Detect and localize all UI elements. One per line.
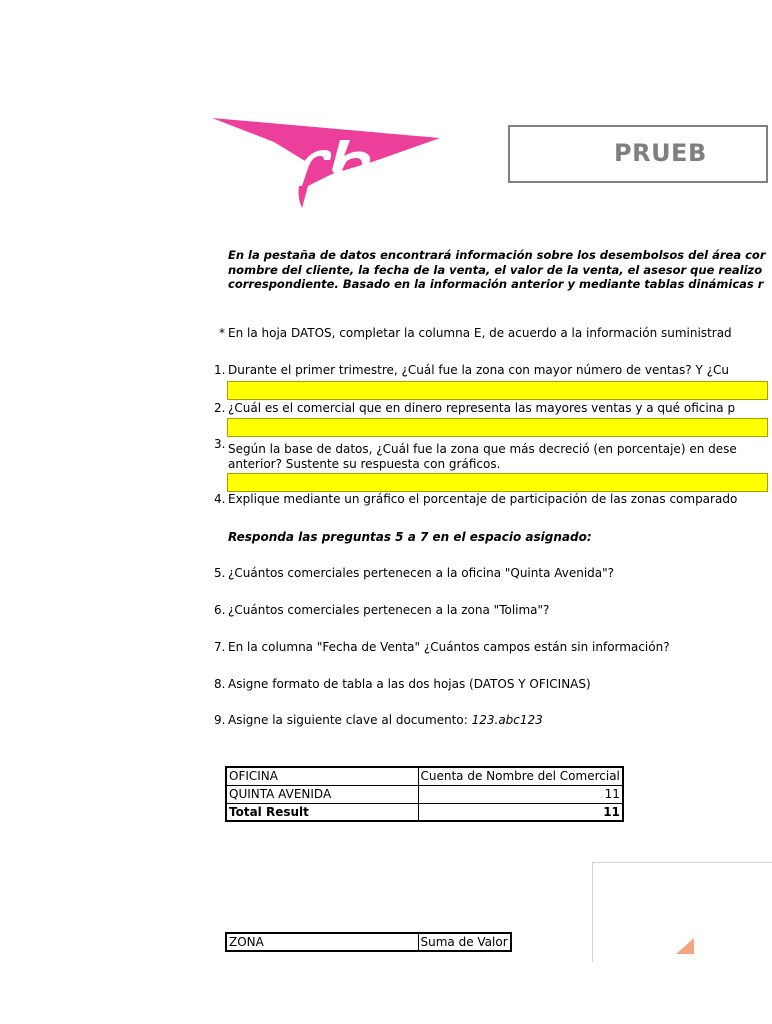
chart-fragment bbox=[676, 938, 694, 954]
pivot-header-count[interactable]: Cuenta de Nombre del Comercial bbox=[418, 767, 623, 785]
pivot-header-zona[interactable]: ZONA bbox=[226, 933, 418, 951]
pivot-cell-oficina[interactable]: QUINTA AVENIDA bbox=[226, 785, 418, 803]
intro-line-3: correspondiente. Basado en la información anterior y mediante tablas dinámicas r bbox=[228, 277, 764, 291]
question-8-number: 8. bbox=[214, 677, 226, 691]
question-3-number: 3. bbox=[214, 437, 226, 451]
note-marker: * bbox=[219, 326, 225, 340]
intro-line-2: nombre del cliente, la fecha de la venta, el valor de la venta, el asesor que realizo bbox=[228, 263, 763, 277]
question-5-number: 5. bbox=[214, 566, 226, 580]
page-title: PRUEB bbox=[614, 139, 707, 167]
question-9-line bbox=[228, 713, 543, 727]
table-row bbox=[226, 785, 623, 803]
pivot-header-oficina[interactable]: OFICINA bbox=[226, 767, 418, 785]
question-9-number: 9. bbox=[214, 713, 226, 727]
pivot-table-oficina bbox=[225, 766, 624, 822]
answer-cell-2[interactable] bbox=[227, 418, 768, 437]
answer-cell-3[interactable] bbox=[227, 473, 768, 492]
table-row bbox=[226, 933, 511, 951]
question-5-text: ¿Cuántos comerciales pertenecen a la oficina "Quinta Avenida"? bbox=[228, 566, 615, 580]
pivot-total-value[interactable]: 11 bbox=[418, 803, 623, 821]
question-6-number: 6. bbox=[214, 603, 226, 617]
question-6-text: ¿Cuántos comerciales pertenecen a la zona "Tolima"? bbox=[228, 603, 550, 617]
question-2-text: ¿Cuál es el comercial que en dinero representa las mayores ventas y a qué oficina p bbox=[228, 401, 736, 415]
question-9-text: Asigne la siguiente clave al documento: bbox=[228, 713, 472, 727]
question-8-text: Asigne formato de tabla a las dos hojas (DATOS Y OFICINAS) bbox=[228, 677, 591, 691]
answer-cell-1[interactable] bbox=[227, 381, 768, 400]
title-box bbox=[508, 125, 768, 183]
question-7-text: En la columna "Fecha de Venta" ¿Cuántos campos están sin información? bbox=[228, 640, 670, 654]
question-3-text: Según la base de datos, ¿Cuál fue la zona que más decreció (en porcentaje) en dese bbox=[228, 442, 737, 456]
password-value: 123.abc123 bbox=[471, 713, 543, 727]
answer-instructions: Responda las preguntas 5 a 7 en el espacio asignado: bbox=[228, 530, 592, 544]
question-7-number: 7. bbox=[214, 640, 226, 654]
question-4-text: Explique mediante un gráfico el porcentaje de participación de las zonas comparado bbox=[228, 492, 738, 506]
table-row bbox=[226, 767, 623, 785]
table-row bbox=[226, 803, 623, 821]
pivot-header-sum[interactable]: Suma de Valor bbox=[418, 933, 511, 951]
rb-logo bbox=[212, 116, 442, 210]
question-3-text-line-2: anterior? Sustente su respuesta con gráficos. bbox=[228, 457, 501, 471]
pivot-table-zona bbox=[225, 932, 512, 952]
question-1-text: Durante el primer trimestre, ¿Cuál fue la zona con mayor número de ventas? Y ¿Cu bbox=[228, 363, 729, 377]
question-2-number: 2. bbox=[214, 401, 226, 415]
pivot-cell-count[interactable]: 11 bbox=[418, 785, 623, 803]
note-text: En la hoja DATOS, completar la columna E, de acuerdo a la información suministrad bbox=[228, 326, 732, 340]
intro-line-1: En la pestaña de datos encontrará información sobre los desembolsos del área cor bbox=[228, 248, 766, 262]
question-4-number: 4. bbox=[214, 492, 226, 506]
pivot-total-label[interactable]: Total Result bbox=[226, 803, 418, 821]
question-1-number: 1. bbox=[214, 363, 226, 377]
